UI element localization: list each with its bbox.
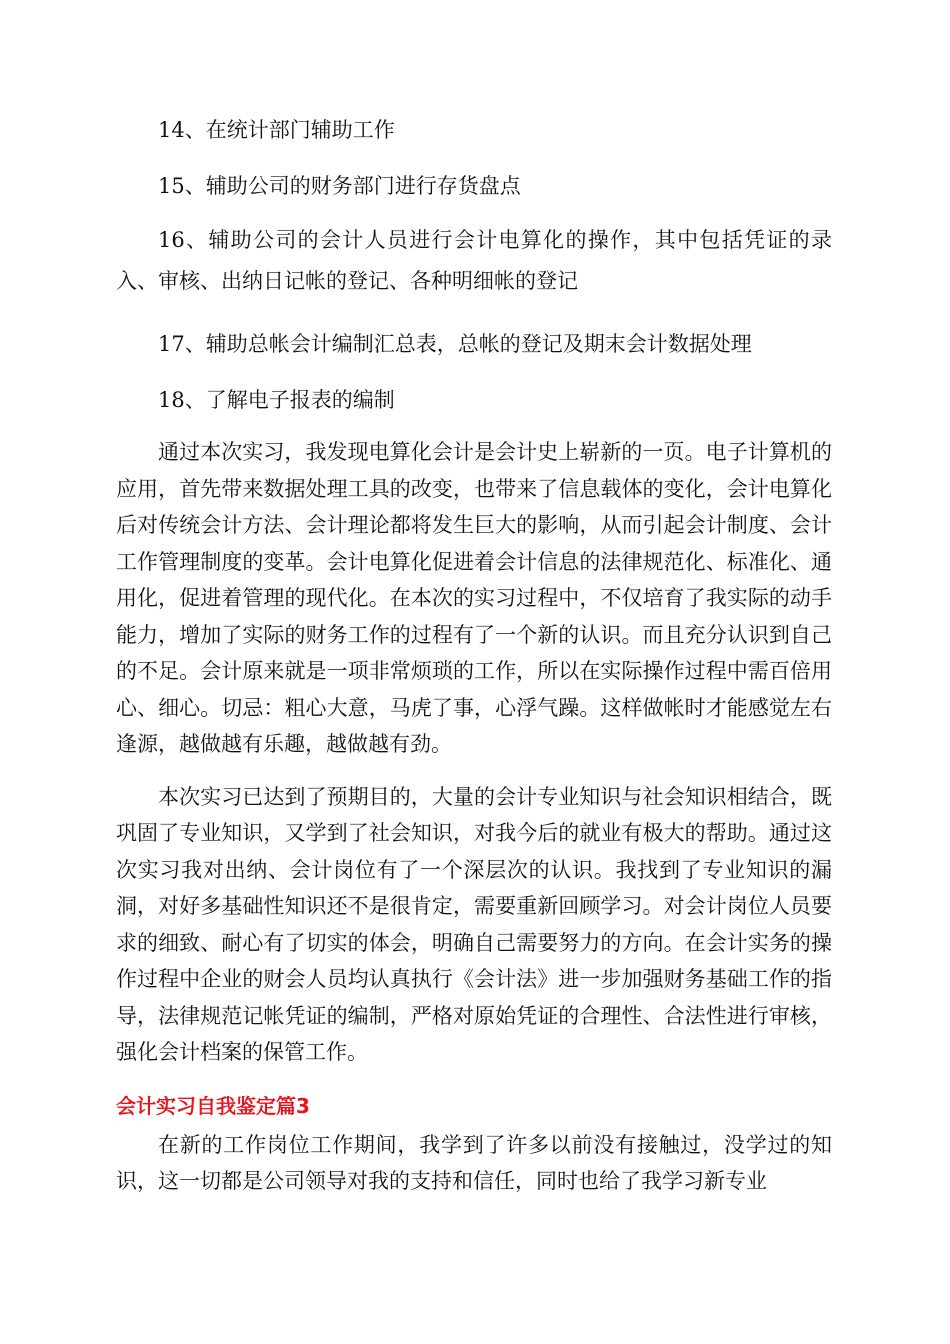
document-body bbox=[116, 108, 832, 1200]
list-item: 17、辅助总帐会计编制汇总表，总帐的登记及期末会计数据处理 bbox=[158, 332, 752, 356]
body-paragraph: 通过本次实习，我发现电算化会计是会计史上崭新的一页。电子计算机的应用，首先带来数据处理工具的改变，也带来了信息载体的变化，会计电算化后对传统会计方法、会计理论都将发生巨大的影响，从而引起会计制度、会计工作管理制度的变革。会计电算化促进着会计信息的法律规范化、标准化、通用化，促进着管理的现代化。在本次的实习过程中，不仅培育了我实际的动手能力，增加了实际的财务工作的过程有了一个新的认识。而且充分认识到自己的不足。会计原来就是一项非常烦琐的工作，所以在实际操作过程中需百倍用心、细心。切忌：粗心大意，马虎了事，心浮气躁。这样做帐时才能感觉左右逢源，越做越有乐趣，越做越有劲。 bbox=[116, 440, 832, 756]
list-item: 15、辅助公司的财务部门进行存货盘点 bbox=[158, 174, 521, 198]
section-heading: 会计实习自我鉴定篇3 bbox=[116, 1093, 310, 1118]
body-paragraph: 在新的工作岗位工作期间，我学到了许多以前没有接触过，没学过的知识，这一切都是公司领导对我的支持和信任，同时也给了我学习新专业 bbox=[116, 1132, 832, 1193]
body-paragraph: 本次实习已达到了预期目的，大量的会计专业知识与社会知识相结合，既巩固了专业知识，又学到了社会知识，对我今后的就业有极大的帮助。通过这次实习我对出纳、会计岗位有了一个深层次的认识。我找到了专业知识的漏洞，对好多基础性知识还不是很肯定，需要重新回顾学习。对会计岗位人员要求的细致、耐心有了切实的体会，明确自己需要努力的方向。在会计实务的操作过程中企业的财会人员均认真执行《会计法》进一步加强财务基础工作的指导，法律规范记帐凭证的编制，严格对原始凭证的合理性、合法性进行审核，强化会计档案的保管工作。 bbox=[116, 784, 832, 1064]
list-item: 14、在统计部门辅助工作 bbox=[158, 118, 395, 142]
list-item: 16、辅助公司的会计人员进行会计电算化的操作，其中包括凭证的录入、审核、出纳日记帐的登记、各种明细帐的登记 bbox=[116, 228, 832, 293]
list-item: 18、了解电子报表的编制 bbox=[158, 388, 395, 412]
